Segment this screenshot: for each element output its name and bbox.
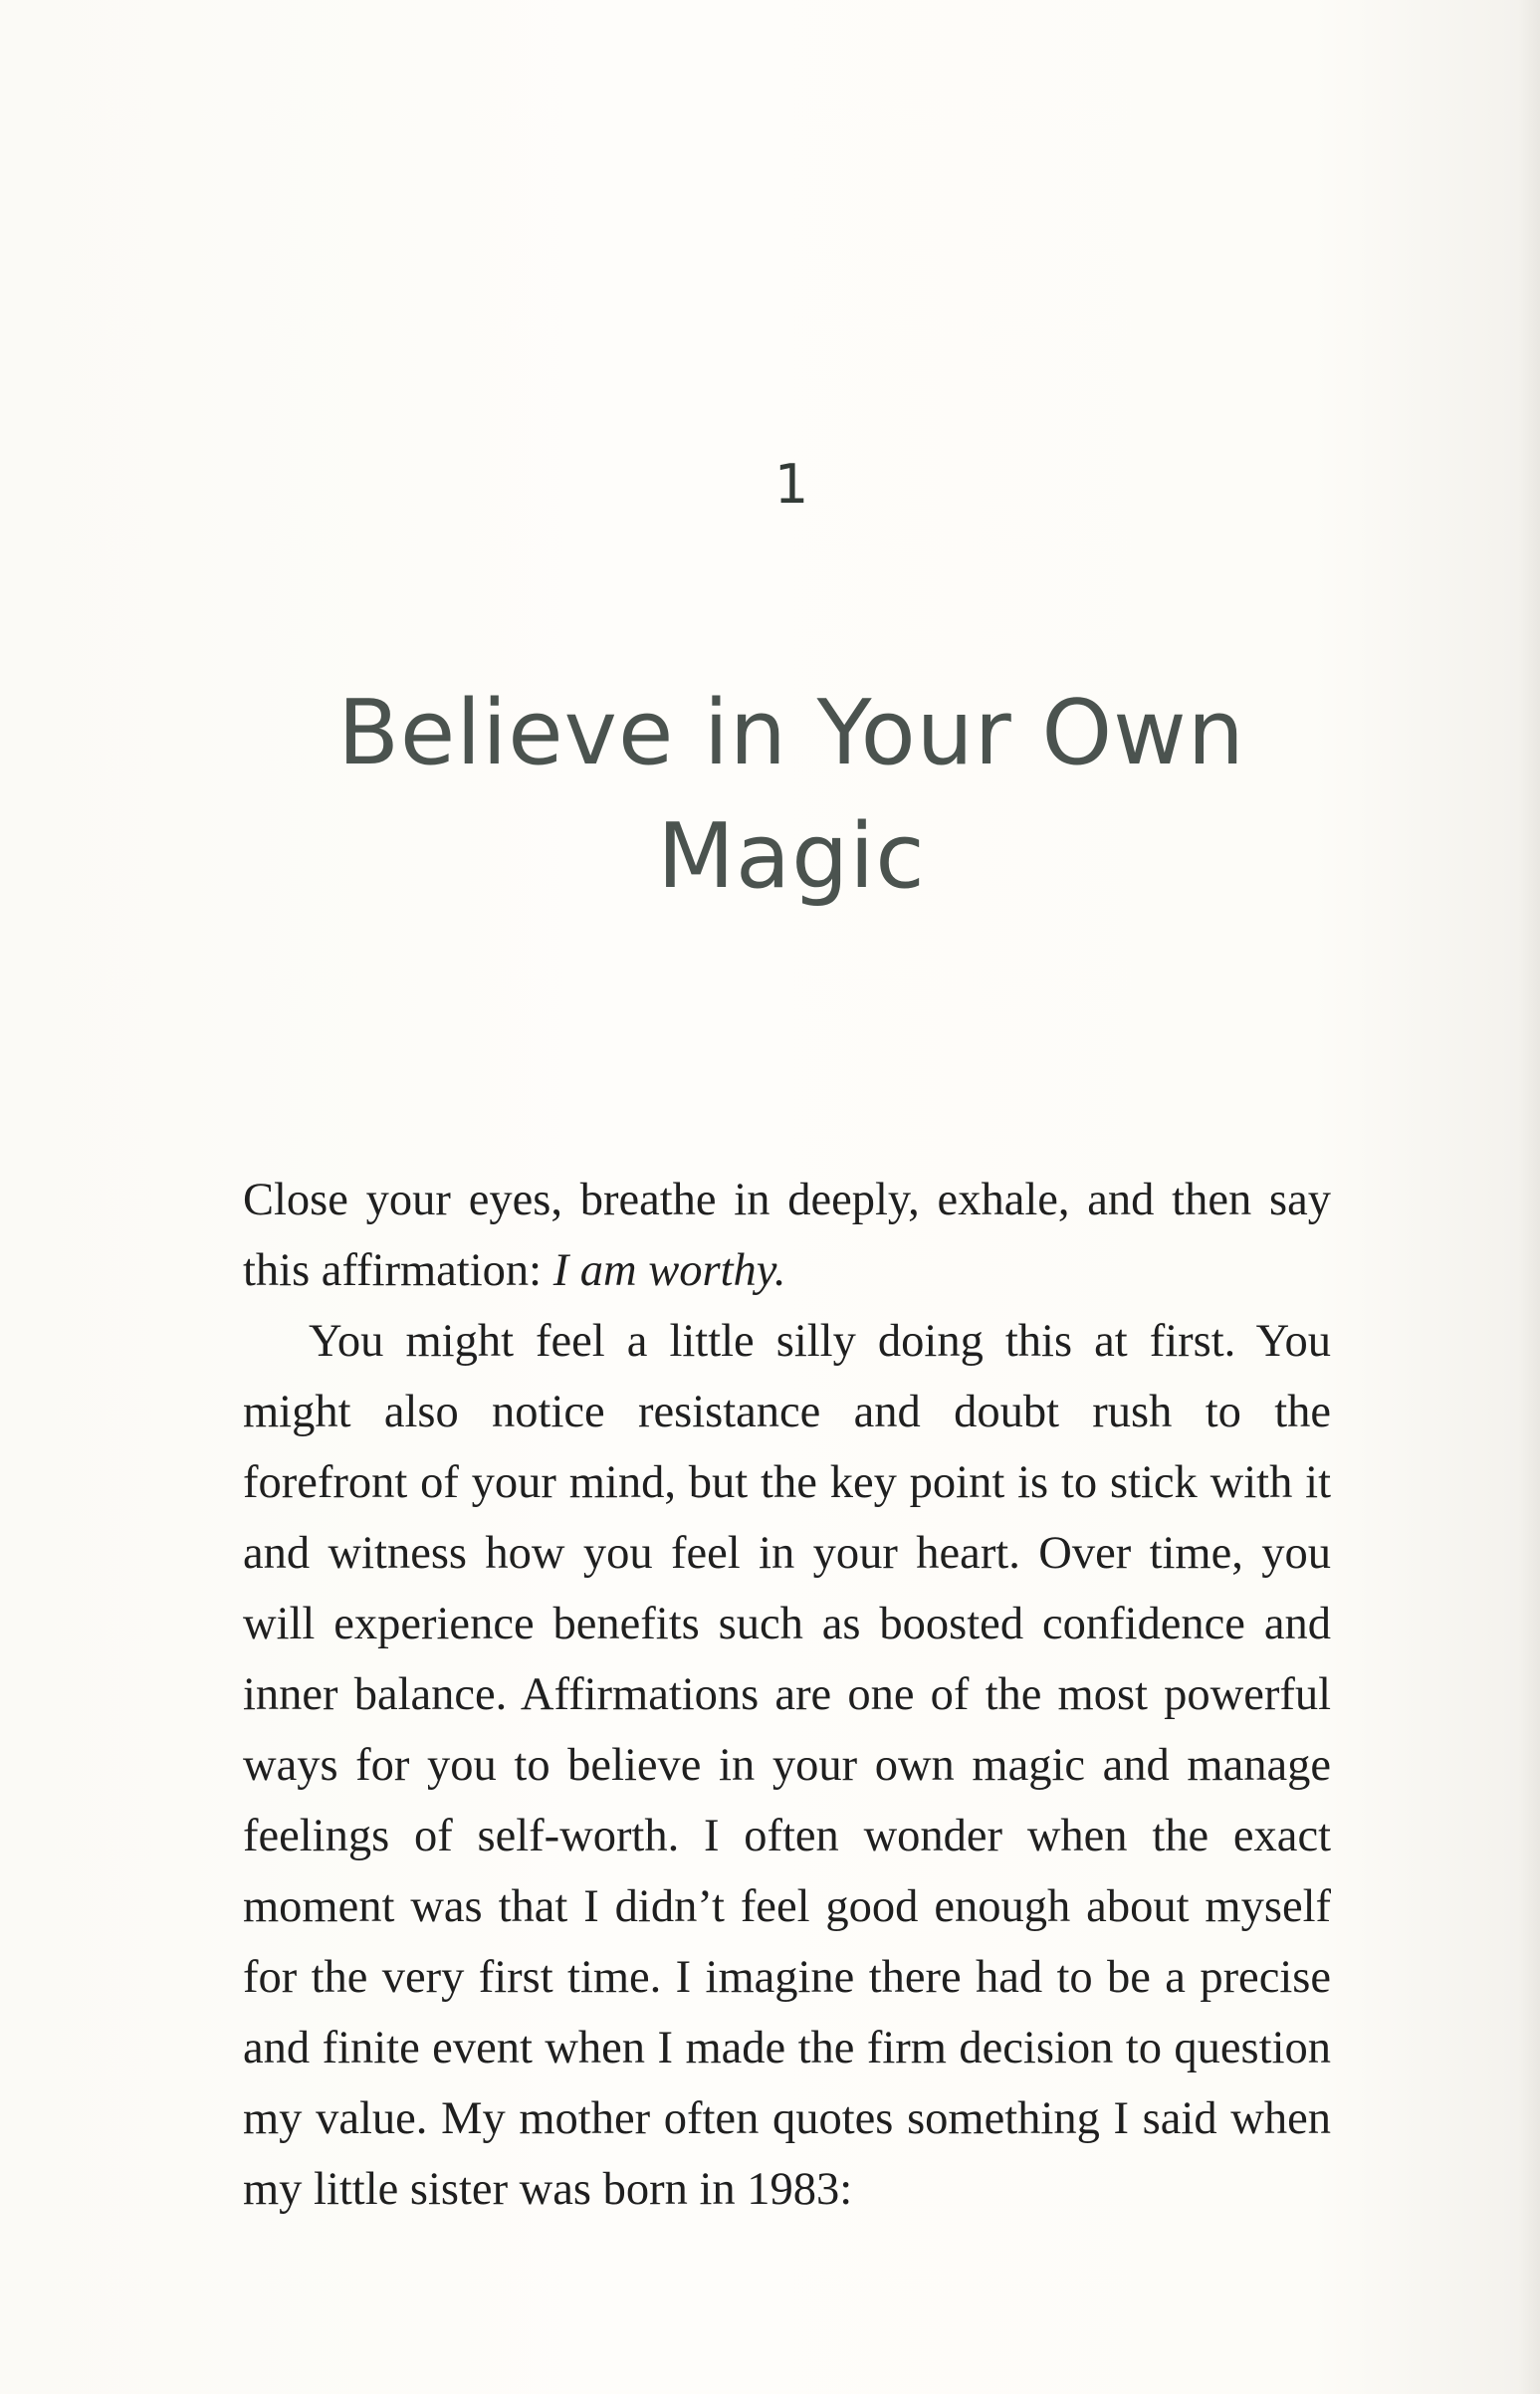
paragraph-affirmation	[243, 1165, 1331, 1306]
chapter-title	[0, 672, 1540, 919]
affirmation-italic: I am worthy.	[552, 1245, 786, 1296]
chapter-title-line-2: Magic	[657, 804, 926, 909]
body-text	[243, 1165, 1331, 2225]
chapter-title-line-1: Believe in Your Own	[337, 681, 1245, 785]
paragraph-main: You might feel a little silly doing this at first. You might also notice resistance and doubt rush to the forefront of your mind, but the key point is to stick with it and witness how you feel in your heart. Over time, you will experience benefits such as boosted confidence and inner balance. Affirmations are one of the most powerful ways for you to believe in your own magic and manage feelings of self-worth. I often wonder when the exact moment was that I didn’t feel good enough about myself for the very first time. I imagine there had to be a precise and finite event when I made the firm decision to question my value. My mother often quotes something I said when my little sister was born in 1983:	[243, 1316, 1331, 2215]
page-edge-shadow	[1518, 0, 1540, 2394]
paragraph-affirmation-text: Close your eyes, breathe in deeply, exhale, and then say this affirmation:	[243, 1175, 1331, 1296]
chapter-number: 1	[773, 453, 809, 516]
